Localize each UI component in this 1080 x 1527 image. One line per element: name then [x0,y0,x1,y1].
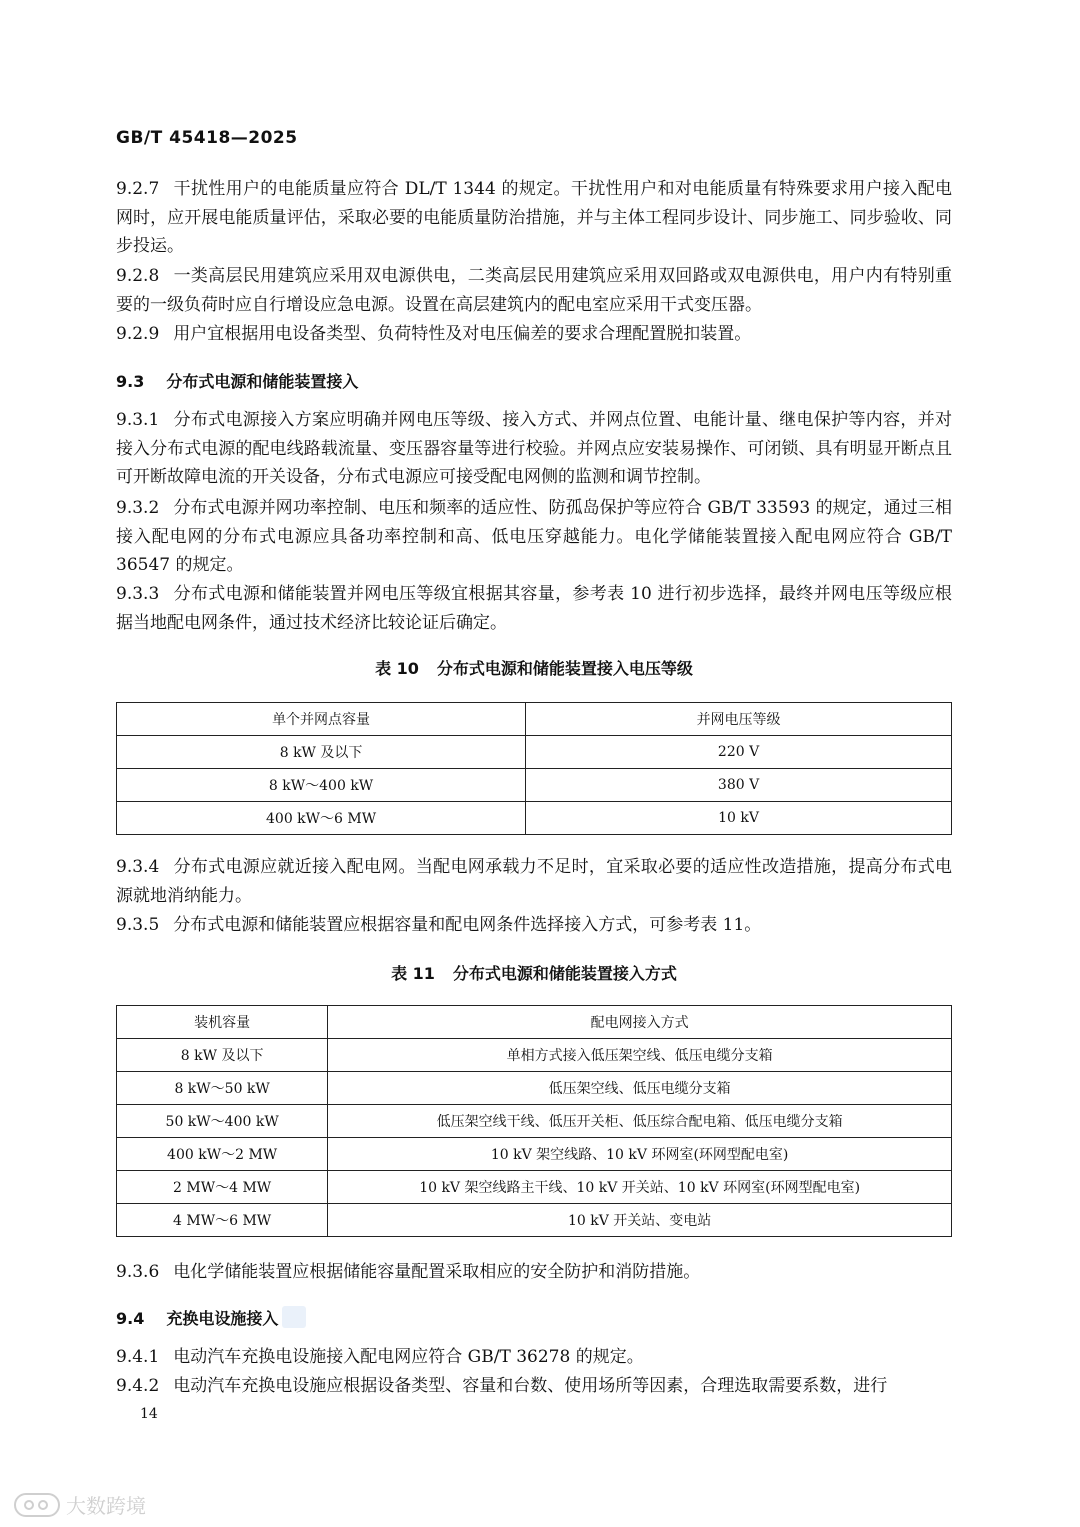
page-number: 14 [140,1406,158,1422]
table-row [117,769,952,802]
table-cell: 8 kW～400 kW [117,769,526,802]
table-10-caption [116,656,952,679]
table-11-caption [116,961,952,984]
clause-number: 9.2.9 [116,324,160,344]
table-cell: 10 kV 架空线路主干线、10 kV 开关站、10 kV 环网室(环网型配电室) [328,1171,952,1204]
table-cell: 10 kV 开关站、变电站 [328,1204,952,1237]
table-cell: 400 kW～2 MW [117,1138,328,1171]
clause-9-2-7 [116,175,952,261]
section-number: 9.3 [116,372,145,391]
table-cell: 220 V [526,736,952,769]
table-row [117,1072,952,1105]
section-number: 9.4 [116,1309,145,1328]
clause-number: 9.3.3 [116,584,160,604]
table-row [117,1105,952,1138]
clause-9-3-1 [116,406,952,492]
clause-text: 分布式电源和储能装置并网电压等级宜根据其容量，参考表 10 进行初步选择，最终并网电压等级应根据当地配电网条件，通过技术经济比较论证后确定。 [116,584,952,633]
clause-number: 9.3.6 [116,1262,160,1282]
table-row [117,736,952,769]
clause-text: 分布式电源和储能装置应根据容量和配电网条件选择接入方式，可参考表 11。 [173,915,762,935]
watermark-logo-icon [14,1493,60,1517]
clause-9-3-2 [116,494,952,580]
table-cell: 低压架空线干线、低压开关柜、低压综合配电箱、低压电缆分支箱 [328,1105,952,1138]
table-row [117,1138,952,1171]
table-10 [116,702,952,835]
table-title: 分布式电源和储能装置接入方式 [452,964,677,983]
table-cell: 400 kW～6 MW [117,802,526,835]
section-9-3-heading [116,369,358,392]
clause-9-3-3 [116,580,952,637]
table-row [117,802,952,835]
clause-9-2-9 [116,320,952,349]
clause-text: 分布式电源并网功率控制、电压和频率的适应性、防孤岛保护等应符合 GB/T 33593 的规定，通过三相接入配电网的分布式电源应具备功率控制和高、低电压穿越能力。电化学储能装置接入配电网应符合 GB/T 36547 的规定。 [116,498,952,575]
table-row [117,1204,952,1237]
clause-9-4-2 [116,1372,952,1401]
watermark [14,1490,146,1519]
clause-number: 9.3.4 [116,857,160,877]
table-number: 表 11 [391,964,435,983]
clause-text: 电动汽车充换电设施应根据设备类型、容量和台数、使用场所等因素，合理选取需要系数，进行 [173,1376,888,1396]
clause-number: 9.4.1 [116,1347,160,1367]
clause-text: 分布式电源应就近接入配电网。当配电网承载力不足时，宜采取必要的适应性改造措施，提高分布式电源就地消纳能力。 [116,857,952,906]
clause-9-4-1 [116,1343,952,1372]
table-11 [116,1005,952,1237]
table-cell: 50 kW～400 kW [117,1105,328,1138]
clause-text: 干扰性用户的电能质量应符合 DL/T 1344 的规定。干扰性用户和对电能质量有特殊要求用户接入配电网时，应开展电能质量评估，采取必要的电能质量防治措施，并与主体工程同步设计、同步施工、同步验收、同步投运。 [116,179,952,256]
clause-number: 9.2.7 [116,179,160,199]
clause-text: 分布式电源接入方案应明确并网电压等级、接入方式、并网点位置、电能计量、继电保护等内容，并对接入分布式电源的配电线路载流量、变压器容量等进行校验。并网点应安装易操作、可闭锁、具有明显开断点且可开断故障电流的开关设备，分布式电源应可接受配电网侧的监测和调节控制。 [116,410,952,487]
document-code: GB/T 45418—2025 [116,128,298,148]
table-header-cell: 单个并网点容量 [117,703,526,736]
table-header-cell: 并网电压等级 [526,703,952,736]
clause-text: 电化学储能装置应根据储能容量配置采取相应的安全防护和消防措施。 [173,1262,701,1282]
clause-9-2-8 [116,262,952,319]
section-title: 分布式电源和储能装置接入 [166,372,359,391]
table-header-cell: 配电网接入方式 [328,1006,952,1039]
table-row [117,1039,952,1072]
table-cell: 低压架空线、低压电缆分支箱 [328,1072,952,1105]
clause-9-3-6 [116,1258,952,1287]
table-header-row [117,703,952,736]
table-cell: 8 kW 及以下 [117,736,526,769]
table-cell: 2 MW～4 MW [117,1171,328,1204]
table-header-row [117,1006,952,1039]
clause-number: 9.3.1 [116,410,160,430]
table-cell: 10 kV 架空线路、10 kV 环网室(环网型配电室) [328,1138,952,1171]
table-cell: 8 kW～50 kW [117,1072,328,1105]
clause-text: 用户宜根据用电设备类型、负荷特性及对电压偏差的要求合理配置脱扣装置。 [173,324,752,344]
table-title: 分布式电源和储能装置接入电压等级 [436,659,693,678]
watermark-text: 大数跨境 [66,1494,146,1518]
table-number: 表 10 [375,659,419,678]
table-header-cell: 装机容量 [117,1006,328,1039]
table-cell: 380 V [526,769,952,802]
clause-9-3-4 [116,853,952,910]
clause-9-3-5 [116,911,952,940]
clause-number: 9.2.8 [116,266,160,286]
table-cell: 8 kW 及以下 [117,1039,328,1072]
clause-text: 电动汽车充换电设施接入配电网应符合 GB/T 36278 的规定。 [173,1347,644,1367]
section-9-4-heading [116,1306,278,1329]
table-cell: 单相方式接入低压架空线、低压电缆分支箱 [328,1039,952,1072]
faint-watermark-mark [282,1306,306,1328]
clause-text: 一类高层民用建筑应采用双电源供电，二类高层民用建筑应采用双回路或双电源供电，用户内有特别重要的一级负荷时应自行增设应急电源。设置在高层建筑内的配电室应采用干式变压器。 [116,266,952,315]
table-cell: 4 MW～6 MW [117,1204,328,1237]
table-cell: 10 kV [526,802,952,835]
clause-number: 9.4.2 [116,1376,160,1396]
table-row [117,1171,952,1204]
clause-number: 9.3.5 [116,915,160,935]
section-title: 充换电设施接入 [166,1309,279,1328]
clause-number: 9.3.2 [116,498,160,518]
